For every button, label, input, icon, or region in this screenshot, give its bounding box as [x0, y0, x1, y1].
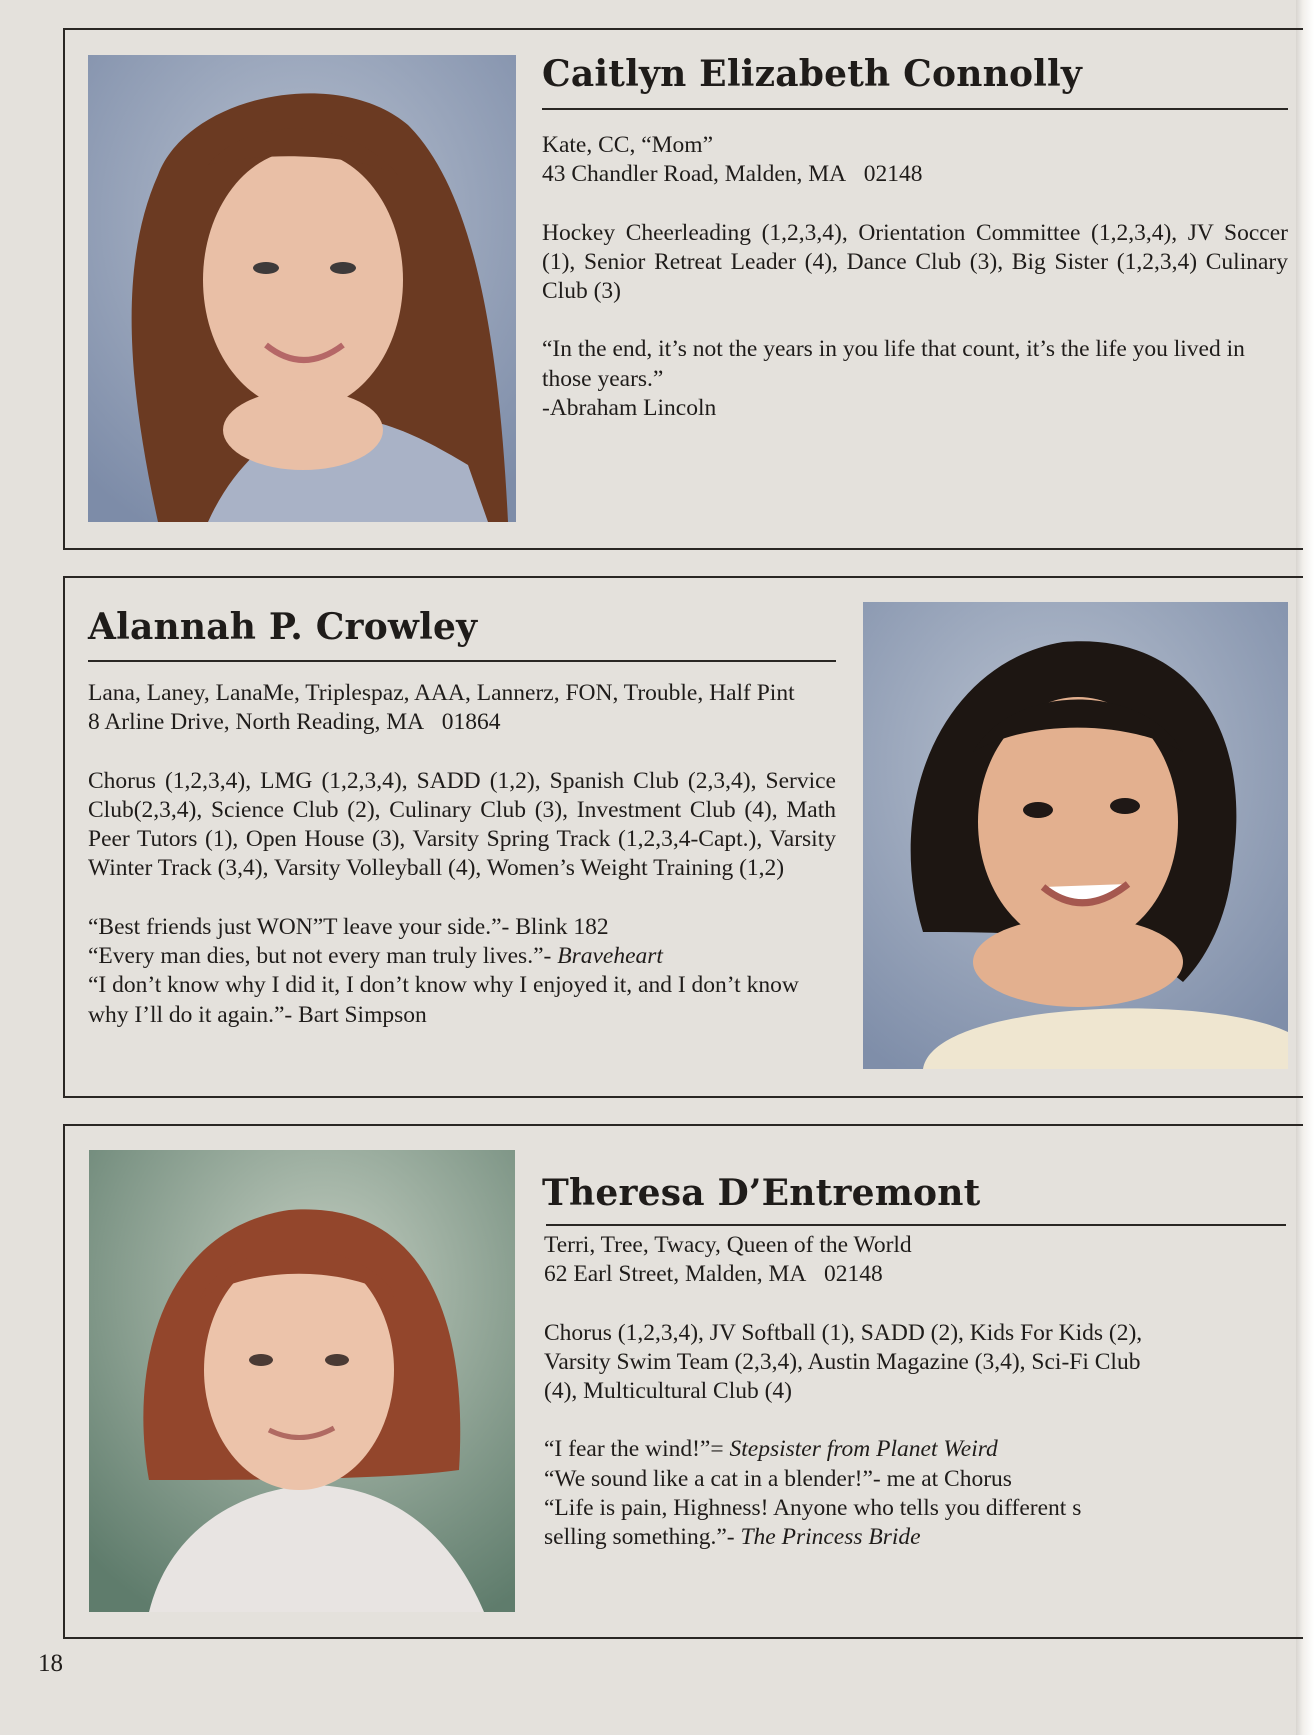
student-quote — [88, 913, 836, 942]
page-number: 18 — [38, 1650, 63, 1677]
quote-text: “We sound like a cat in a blender!”- me at Chorus — [544, 1465, 1012, 1492]
name-underline — [88, 660, 836, 662]
student-activities: Hockey Cheerleading (1,2,3,4), Orientation Committee (1,2,3,4), JV Soccer (1), Senior Retreat Leader (4), Dance Club (3), Big Sister (1,2,3,4) Culinary Club (3) — [542, 219, 1288, 305]
student-portrait-photo — [88, 55, 516, 522]
student-info — [544, 1231, 1144, 1553]
quote-text: “Life is pain, Highness! Anyone who tells you different s selling something.”- — [544, 1495, 1082, 1551]
student-name: Theresa D’Entremont — [542, 1172, 981, 1214]
quote-source: The Princess Bride — [740, 1524, 921, 1551]
quote-text: “In the end, it’s not the years in you life that count, it’s the life you lived in those years.” — [542, 336, 1245, 392]
quote-text: “I don’t know why I did it, I don’t know why I enjoyed it, and I don’t know why I’ll do it again.”- Bart Simpson — [88, 972, 799, 1028]
student-nicknames: Kate, CC, “Mom” — [542, 132, 713, 158]
student-portrait-photo — [863, 602, 1288, 1069]
quote-text: “I fear the wind!”= — [544, 1436, 730, 1463]
student-quote — [88, 942, 836, 971]
quote-source: Braveheart — [557, 943, 663, 970]
student-activities: Chorus (1,2,3,4), LMG (1,2,3,4), SADD (1,2), Spanish Club (2,3,4), Service Club(2,3,4), Science Club (2), Culinary Club (3), Investment Club (4), Math Peer Tutors (1), Open House (3), Varsity Spring Track (1,2,3,4-Capt.), Varsity Winter Track (3,4), Varsity Volleyball (4), Women’s Weight Training (1,2) — [88, 767, 836, 882]
student-portrait-photo — [89, 1150, 515, 1612]
student-quote — [544, 1465, 1144, 1494]
student-address: 62 Earl Street, Malden, MA 02148 — [544, 1261, 883, 1288]
student-name: Alannah P. Crowley — [88, 606, 478, 648]
student-quote — [88, 971, 836, 1030]
student-info — [542, 131, 1288, 423]
student-quote — [544, 1494, 1144, 1553]
quote-source: Stepsister from Planet Weird — [729, 1436, 998, 1463]
student-info — [88, 679, 836, 1030]
quote-text: -Abraham Lincoln — [542, 395, 717, 422]
student-activities: Chorus (1,2,3,4), JV Softball (1), SADD (2), Kids For Kids (2), Varsity Swim Team (2,3,4), Austin Magazine (3,4), Sci-Fi Club (4), Multicultural Club (4) — [544, 1319, 1143, 1405]
quote-text: “Best friends just WON”T leave your side.”- Blink 182 — [88, 913, 609, 940]
student-quote — [542, 335, 1288, 394]
name-underline — [542, 108, 1288, 110]
student-name: Caitlyn Elizabeth Connolly — [542, 53, 1083, 95]
student-nicknames: Terri, Tree, Twacy, Queen of the World — [544, 1232, 912, 1258]
name-underline — [546, 1224, 1286, 1226]
student-quote-attribution — [542, 394, 1288, 423]
quote-text: “Every man dies, but not every man truly lives.”- — [88, 943, 558, 970]
student-nicknames: Lana, Laney, LanaMe, Triplespaz, AAA, Lannerz, FON, Trouble, Half Pint — [88, 680, 795, 706]
student-quote — [544, 1435, 1144, 1464]
student-address: 8 Arline Drive, North Reading, MA 01864 — [88, 709, 501, 736]
student-address: 43 Chandler Road, Malden, MA 02148 — [542, 161, 923, 188]
